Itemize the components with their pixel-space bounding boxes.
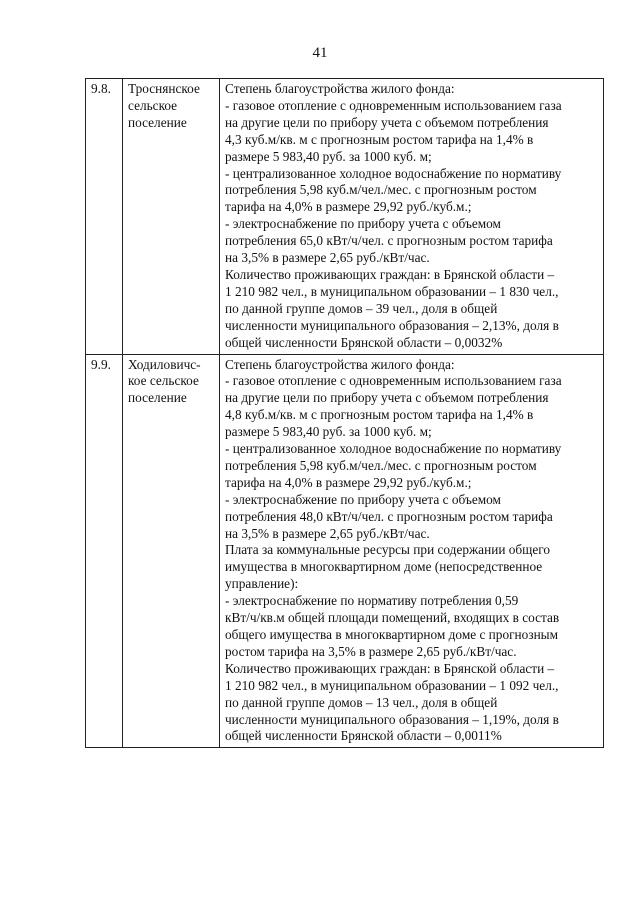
description-line: общего имущества в многоквартирном доме с прогнозным (225, 627, 559, 642)
description-line: численности муниципального образования – 1,19%, доля в (225, 711, 559, 727)
description-line: - газовое отопление с одновременным использованием газа (225, 97, 562, 113)
settlement-name-line: кое сельское (128, 373, 199, 389)
description-line: потребления 48,0 кВт/ч/чел. с прогнозным ростом тарифа (225, 508, 553, 524)
description-line: по данной группе домов – 13 чел., доля в общей (225, 694, 498, 710)
description-line: размере 5 983,40 руб. за 1000 куб. м; (225, 424, 432, 440)
description-line: по данной группе домов – 39 чел., доля в общей (225, 300, 498, 316)
settlement-name-line: Троснянское (128, 81, 200, 96)
description-line: тарифа на 4,0% в размере 29,92 руб./куб.м.; (225, 474, 472, 490)
description-line: - электроснабжение по прибору учета с объемом (225, 491, 501, 507)
description-line: размере 5 983,40 руб. за 1000 куб. м; (225, 148, 432, 164)
settlement-name-line: поселение (128, 390, 187, 406)
tariff-table (85, 78, 604, 748)
description-line: потребления 5,98 куб.м/чел./мес. с прогнозным ростом (225, 457, 537, 473)
description-line: 1 210 982 чел., в муниципальном образовании – 1 830 чел., (225, 283, 559, 299)
description-line: 4,3 куб.м/кв. м с прогнозным ростом тарифа на 1,4% в (225, 131, 534, 147)
description-line: - централизованное холодное водоснабжение по нормативу (225, 165, 562, 181)
description-line: 1 210 982 чел., в муниципальном образовании – 1 092 чел., (225, 677, 559, 693)
description-line: имущества в многоквартирном доме (непосредственное (225, 559, 543, 575)
description-line: Степень благоустройства жилого фонда: (225, 81, 455, 96)
description-line: управление): (225, 576, 299, 592)
table-row (86, 354, 604, 748)
description-line: - централизованное холодное водоснабжение по нормативу (225, 441, 562, 457)
row-number-cell (86, 354, 123, 748)
description-line: тарифа на 4,0% в размере 29,92 руб./куб.м.; (225, 199, 472, 215)
settlement-name-cell (123, 354, 220, 748)
description-line: - электроснабжение по прибору учета с объемом (225, 216, 501, 232)
settlement-name-line: сельское (128, 97, 178, 113)
description-line: потребления 5,98 куб.м/чел./мес. с прогнозным ростом (225, 182, 537, 198)
settlement-name-line: поселение (128, 114, 187, 130)
description-line: 4,8 куб.м/кв. м с прогнозным ростом тарифа на 1,4% в (225, 407, 534, 423)
description-line: - газовое отопление с одновременным использованием газа (225, 373, 562, 389)
description-line: Степень благоустройства жилого фонда: (225, 356, 455, 372)
description-line: на 3,5% в размере 2,65 руб./кВт/час. (225, 250, 430, 266)
description-line: Количество проживающих граждан: в Брянской области – (225, 266, 555, 282)
settlement-name-cell (123, 79, 220, 355)
row-number: 9.8. (91, 81, 111, 96)
description-line: на 3,5% в размере 2,65 руб./кВт/час. (225, 525, 430, 541)
description-line: Плата за коммунальные ресурсы при содержании общего (225, 542, 551, 558)
row-number: 9.9. (91, 356, 111, 372)
description-line: на другие цели по прибору учета с объемом потребления (225, 114, 549, 130)
description-cell (220, 354, 604, 748)
description-line: ростом тарифа на 3,5% в размере 2,65 руб./кВт/час. (225, 643, 517, 659)
description-line: потребления 65,0 кВт/ч/чел. с прогнозным ростом тарифа (225, 233, 553, 249)
description-line: - электроснабжение по нормативу потребления 0,59 (225, 593, 519, 609)
description-line: численности муниципального образования – 2,13%, доля в (225, 317, 559, 333)
description-line: общей численности Брянской области – 0,0032% (225, 334, 503, 350)
settlement-name-line: Ходиловичс- (128, 356, 201, 372)
table-row (86, 79, 604, 355)
table-body (86, 79, 604, 748)
description-cell (220, 79, 604, 355)
page-number: 41 (312, 45, 328, 61)
row-number-cell (86, 79, 123, 355)
description-line: кВт/ч/кв.м общей площади помещений, входящих в состав (225, 610, 560, 626)
description-line: Количество проживающих граждан: в Брянской области – (225, 660, 555, 676)
description-line: на другие цели по прибору учета с объемом потребления (225, 390, 549, 406)
description-line: общей численности Брянской области – 0,0011% (225, 728, 502, 744)
